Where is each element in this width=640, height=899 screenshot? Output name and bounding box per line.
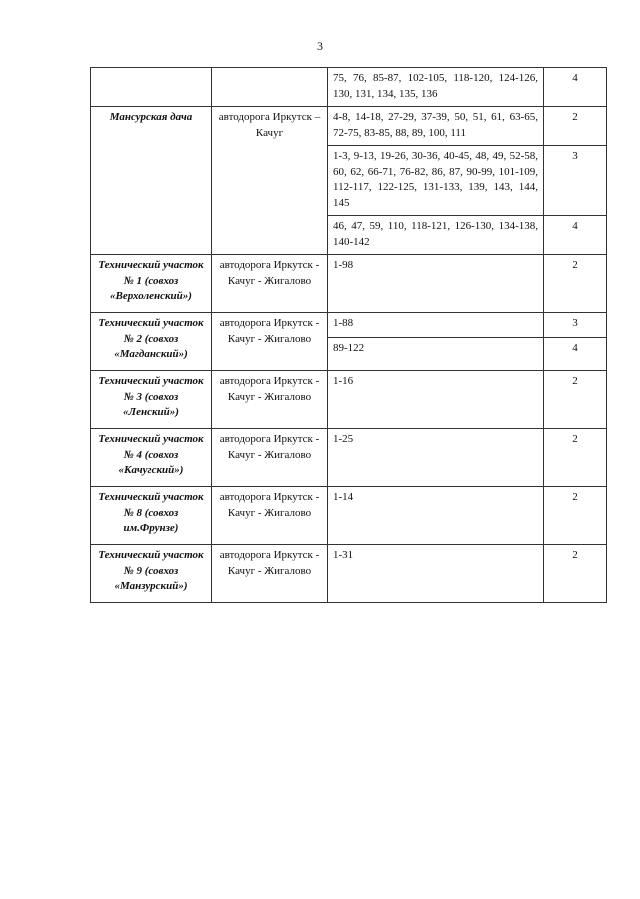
houses-cell: 1-16 xyxy=(328,371,544,429)
page-number: 3 xyxy=(317,39,323,53)
road-cell: автодорога Иркутск - Качуг - Жигалово xyxy=(212,255,328,313)
houses-cell: 89-122 xyxy=(328,338,544,371)
class-cell: 4 xyxy=(544,216,607,255)
houses-cell: 4-8, 14-18, 27-29, 37-39, 50, 51, 61, 63-65, 72-75, 83-85, 88, 89, 100, 111 xyxy=(328,107,544,146)
road-cell: автодорога Иркутск - Качуг - Жигалово xyxy=(212,545,328,603)
houses-cell: 75, 76, 85-87, 102-105, 118-120, 124-126, 130, 131, 134, 135, 136 xyxy=(328,68,544,107)
class-cell: 3 xyxy=(544,146,607,216)
table-row xyxy=(91,313,607,338)
class-cell: 2 xyxy=(544,107,607,146)
table-row xyxy=(91,371,607,429)
table-row xyxy=(91,429,607,487)
class-cell: 2 xyxy=(544,371,607,429)
houses-cell: 1-98 xyxy=(328,255,544,313)
settlement-name-cell: Технический участок № 8 (совхоз им.Фрунзе) xyxy=(91,487,212,545)
road-cell: автодорога Иркутск - Качуг - Жигалово xyxy=(212,371,328,429)
houses-cell: 1-88 xyxy=(328,313,544,338)
road-cell: автодорога Иркутск - Качуг - Жигалово xyxy=(212,313,328,371)
table-row xyxy=(91,487,607,545)
houses-cell: 1-14 xyxy=(328,487,544,545)
class-cell: 4 xyxy=(544,338,607,371)
road-cell: автодорога Иркутск – Качуг xyxy=(212,107,328,255)
road-cell: автодорога Иркутск - Качуг - Жигалово xyxy=(212,429,328,487)
road-cell: автодорога Иркутск - Качуг - Жигалово xyxy=(212,487,328,545)
table-row xyxy=(91,255,607,313)
class-cell: 4 xyxy=(544,68,607,107)
road-cell xyxy=(212,68,328,107)
table-row xyxy=(91,545,607,603)
table-row xyxy=(91,107,607,146)
settlement-name-cell: Технический участок № 9 (совхоз «Манзурский») xyxy=(91,545,212,603)
houses-cell: 1-3, 9-13, 19-26, 30-36, 40-45, 48, 49, 52-58, 60, 62, 66-71, 76-82, 86, 87, 90-99, 101-109, 112-117, 122-125, 131-133, 139, 143, 144, 145 xyxy=(328,146,544,216)
houses-cell: 46, 47, 59, 110, 118-121, 126-130, 134-138, 140-142 xyxy=(328,216,544,255)
houses-cell: 1-31 xyxy=(328,545,544,603)
settlement-name-cell: Технический участок № 3 (совхоз «Ленский») xyxy=(91,371,212,429)
settlement-name-cell: Технический участок № 2 (совхоз «Магданский») xyxy=(91,313,212,371)
settlement-name-cell: Технический участок № 1 (совхоз «Верхоленский») xyxy=(91,255,212,313)
class-cell: 2 xyxy=(544,545,607,603)
houses-cell: 1-25 xyxy=(328,429,544,487)
settlement-name-cell: Технический участок № 4 (совхоз «Качугский») xyxy=(91,429,212,487)
class-cell: 3 xyxy=(544,313,607,338)
table-row xyxy=(91,68,607,107)
class-cell: 2 xyxy=(544,487,607,545)
class-cell: 2 xyxy=(544,255,607,313)
settlement-name-cell xyxy=(91,68,212,107)
class-cell: 2 xyxy=(544,429,607,487)
address-table xyxy=(90,67,607,603)
settlement-name-cell: Мансурская дача xyxy=(91,107,212,255)
